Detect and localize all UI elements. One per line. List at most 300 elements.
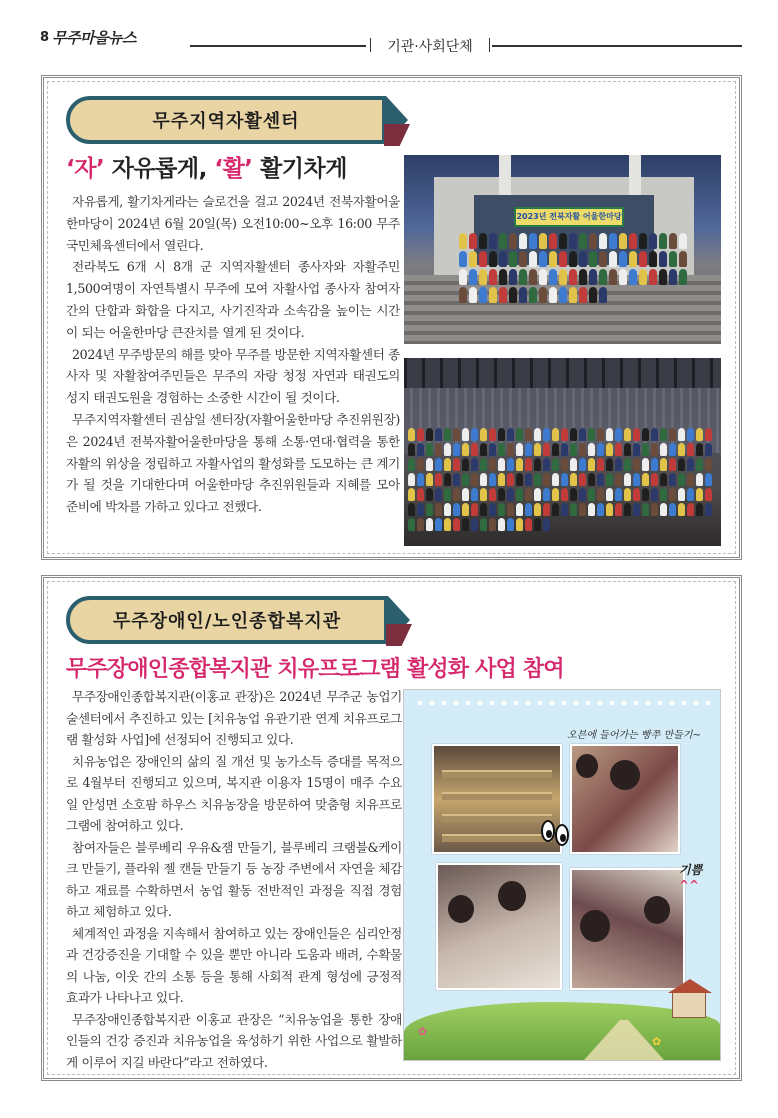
page-number: 8	[40, 30, 50, 45]
crowd-person	[589, 251, 597, 267]
crowd-person	[606, 428, 613, 441]
crowd-person	[426, 518, 433, 531]
article-body	[66, 686, 402, 1073]
crowd-person	[519, 233, 527, 249]
crowd-person	[417, 503, 424, 516]
crowd-person	[629, 233, 637, 249]
crowd-person	[649, 269, 657, 285]
crowd-person	[705, 488, 712, 501]
crowd-person	[570, 488, 577, 501]
crowd-person	[444, 518, 451, 531]
crowd-person	[471, 518, 478, 531]
crowd-person	[552, 458, 559, 471]
crowd-person	[649, 251, 657, 267]
crowd-person	[579, 458, 586, 471]
crowd-person	[588, 443, 595, 456]
crowd-person	[669, 503, 676, 516]
crowd-person	[509, 233, 517, 249]
crowd-person	[516, 428, 523, 441]
crowd-person	[543, 488, 550, 501]
crowd-person	[651, 428, 658, 441]
crowd-person	[462, 443, 469, 456]
crowd-person	[660, 443, 667, 456]
crowd-person	[696, 488, 703, 501]
crowd-person	[705, 458, 712, 471]
crowd-person	[669, 251, 677, 267]
crowd-person	[489, 251, 497, 267]
crowd-person	[489, 503, 496, 516]
crowd-person	[519, 269, 527, 285]
crowd-person	[624, 473, 631, 486]
crowd-person	[480, 503, 487, 516]
crowd-person	[525, 503, 532, 516]
article-headline	[66, 150, 347, 183]
section-title: 기관·사회단체	[370, 36, 490, 56]
joy-word: 기쁨	[679, 863, 703, 877]
crowd-person	[435, 503, 442, 516]
body-paragraph: 전라북도 6개 시 8개 군 지역자활센터 종사자와 자활주민 1,500여명이 자연특별시 무주에 모여 자활사업 종사자 참여자간의 단합과 화합을 다지고, 사기진작과 소속감을 높이는 시간이 되는 어울한마당 큰잔치를 열게 된 것이다.	[66, 259, 400, 340]
crowd-person	[659, 251, 667, 267]
group-photo-gymnasium	[404, 155, 721, 344]
crowd-person	[633, 503, 640, 516]
crowd-person	[507, 458, 514, 471]
crowd-person	[609, 233, 617, 249]
baking-tray	[442, 814, 552, 822]
crowd-person	[479, 251, 487, 267]
crowd-person	[519, 287, 527, 303]
crowd-person	[552, 443, 559, 456]
crowd-person	[606, 473, 613, 486]
baking-tray	[442, 792, 552, 800]
crowd-person	[561, 443, 568, 456]
crowd-person	[633, 473, 640, 486]
mixing-photo	[570, 744, 680, 854]
crowd-person	[687, 458, 694, 471]
crowd-person	[426, 458, 433, 471]
crowd-person	[516, 503, 523, 516]
crowd-person	[570, 428, 577, 441]
crowd-person	[499, 233, 507, 249]
crowd-person	[659, 233, 667, 249]
crowd-person	[639, 251, 647, 267]
crowd-person	[599, 287, 607, 303]
person	[498, 881, 526, 911]
crowd-person	[519, 251, 527, 267]
crowd-person	[444, 503, 451, 516]
crowd-person	[678, 428, 685, 441]
person	[644, 896, 670, 924]
crowd-person	[529, 251, 537, 267]
crowd-person	[471, 473, 478, 486]
crowd-person	[525, 443, 532, 456]
crowd-person	[459, 251, 467, 267]
flower-icon: ✿	[418, 1025, 428, 1038]
crowd-person	[549, 269, 557, 285]
crowd-person	[489, 269, 497, 285]
crowd-person	[539, 233, 547, 249]
house-icon	[672, 992, 706, 1018]
crowd-person	[516, 443, 523, 456]
crowd-person	[619, 269, 627, 285]
crowd-person	[589, 233, 597, 249]
crowd-person	[570, 458, 577, 471]
crowd-person	[417, 458, 424, 471]
crowd-person	[561, 503, 568, 516]
crowd-person	[660, 473, 667, 486]
crowd-person	[426, 488, 433, 501]
crowd-person	[642, 443, 649, 456]
crowd-person	[462, 473, 469, 486]
masthead-logo: 무주마을뉴스	[52, 29, 136, 47]
crowd-person	[509, 251, 517, 267]
crowd-person	[615, 428, 622, 441]
crowd-person	[597, 503, 604, 516]
crowd-person	[453, 503, 460, 516]
crowd-person	[417, 428, 424, 441]
crowd-person	[499, 269, 507, 285]
crowd-person	[552, 428, 559, 441]
crowd-person	[471, 503, 478, 516]
crowd-person	[435, 488, 442, 501]
crowd-person	[408, 458, 415, 471]
crowd-person	[649, 233, 657, 249]
crowd-person	[660, 488, 667, 501]
crowd-person	[569, 251, 577, 267]
crowd-person	[579, 428, 586, 441]
indoor-crowd-photo	[404, 358, 721, 546]
crowd-person	[426, 503, 433, 516]
person	[448, 895, 474, 923]
baking-tray	[442, 770, 552, 778]
crowd-person	[619, 251, 627, 267]
crowd-person	[615, 458, 622, 471]
body-paragraph: 치유농업은 장애인의 삶의 질 개선 및 농가소득 증대를 목적으로 4월부터 진행되고 있으며, 복지관 이용자 15명이 매주 수요일 안성면 소호팜 하우스 치유농장을 방문하여 맞춤형 치유프로그램에 참여하고 있다.	[66, 753, 402, 833]
crowd-person	[669, 443, 676, 456]
org-label: 무주지역자활센터	[66, 96, 386, 144]
crowd-person	[609, 251, 617, 267]
crowd-person	[687, 473, 694, 486]
crowd-person	[606, 443, 613, 456]
crowd-person	[539, 269, 547, 285]
crowd-person	[561, 473, 568, 486]
crowd-person	[561, 458, 568, 471]
person	[576, 754, 598, 778]
crowd-person	[579, 473, 586, 486]
crowd-person	[507, 488, 514, 501]
header-rule-left	[190, 45, 366, 47]
crowd-person	[624, 488, 631, 501]
body-paragraph: 체계적인 과정을 지속해서 참여하고 있는 장애인들은 심리안정과 건강증진을 기대할 수 있을 뿐만 아니라 도움과 배려, 수확물의 나눔, 이웃 간의 소통 등을 통해 사회적 관계 형성에 긍정적 효과가 나타나고 있다.	[66, 925, 402, 1005]
crowd-person	[529, 269, 537, 285]
crowd-person	[642, 488, 649, 501]
crowd-person	[552, 473, 559, 486]
crowd-person	[435, 428, 442, 441]
crowd-person	[462, 488, 469, 501]
crowd-person	[696, 428, 703, 441]
eye	[555, 824, 569, 846]
crowd-person	[469, 287, 477, 303]
crowd-person	[480, 473, 487, 486]
crowd-person	[525, 518, 532, 531]
crowd-person	[696, 458, 703, 471]
crowd-person	[543, 443, 550, 456]
crowd-person	[597, 488, 604, 501]
crowd-person	[499, 287, 507, 303]
crowd-person	[489, 518, 496, 531]
crowd-person	[599, 251, 607, 267]
crowd-person	[459, 233, 467, 249]
crowd-person	[633, 488, 640, 501]
crowd-person	[444, 428, 451, 441]
crowd-person	[633, 443, 640, 456]
crowd-person	[589, 287, 597, 303]
crowd-person	[559, 233, 567, 249]
event-banner: 2023년 전북자활 어울한마당	[514, 207, 624, 227]
org-label: 무주장애인/노인종합복지관	[66, 596, 388, 644]
headline-part: 활기차게	[252, 156, 347, 182]
crowd-person	[498, 473, 505, 486]
crowd-person	[525, 488, 532, 501]
crowd-person	[606, 488, 613, 501]
crowd-person	[525, 473, 532, 486]
crowd-person	[588, 488, 595, 501]
crowd-person	[489, 233, 497, 249]
crowd-person	[471, 443, 478, 456]
person	[580, 910, 610, 942]
crowd-person	[462, 428, 469, 441]
crowd-person	[435, 458, 442, 471]
crowd-person	[417, 488, 424, 501]
crowd-person	[534, 503, 541, 516]
crowd-person	[435, 518, 442, 531]
article-self-support-center	[41, 75, 742, 560]
crowd-person	[453, 473, 460, 486]
crowd-person	[453, 443, 460, 456]
crowd-person	[529, 287, 537, 303]
crowd-person	[498, 503, 505, 516]
crowd-person	[579, 488, 586, 501]
crowd-person	[516, 488, 523, 501]
crowd-person	[435, 473, 442, 486]
crowd-person	[597, 473, 604, 486]
crowd-person	[549, 251, 557, 267]
crowd-person	[588, 503, 595, 516]
crowd-person	[552, 503, 559, 516]
crowd-person	[624, 503, 631, 516]
crowd-person	[489, 458, 496, 471]
eye	[541, 820, 555, 842]
crowd-person	[669, 488, 676, 501]
crowd-person	[489, 443, 496, 456]
article-welfare-center	[41, 575, 742, 1081]
crowd-person	[480, 428, 487, 441]
crowd-person	[609, 269, 617, 285]
crowd-person	[597, 428, 604, 441]
crowd-person	[453, 458, 460, 471]
crowd-person	[606, 503, 613, 516]
crowd-person	[534, 488, 541, 501]
page-header	[40, 24, 742, 54]
crowd-person	[459, 269, 467, 285]
crowd-person	[529, 233, 537, 249]
crowd-person	[543, 518, 550, 531]
crowd-person	[459, 287, 467, 303]
crowd-person	[559, 269, 567, 285]
crowd-person	[589, 269, 597, 285]
crowd-person	[705, 428, 712, 441]
crowd-person	[480, 518, 487, 531]
crowd-person	[615, 473, 622, 486]
crowd-person	[444, 458, 451, 471]
crowd-person	[408, 443, 415, 456]
crowd-person	[651, 503, 658, 516]
crowd-person	[543, 428, 550, 441]
crowd-person	[633, 428, 640, 441]
crowd-person	[516, 518, 523, 531]
crowd-person	[669, 233, 677, 249]
crowd-person	[633, 458, 640, 471]
crowd-person	[479, 269, 487, 285]
headline-quote-ja: ‘자’	[66, 156, 105, 182]
crowd-person	[624, 443, 631, 456]
crowd-person	[552, 488, 559, 501]
crowd-person	[669, 473, 676, 486]
article-body	[66, 191, 400, 518]
crowd-person	[408, 428, 415, 441]
crowd-person	[408, 473, 415, 486]
crowd-person	[629, 251, 637, 267]
crowd-person	[696, 473, 703, 486]
article-headline: 무주장애인종합복지관 치유프로그램 활성화 사업 참여	[66, 657, 564, 682]
dotted-border	[414, 698, 712, 708]
crowd-person	[525, 428, 532, 441]
crowd-person	[660, 428, 667, 441]
crowd-person	[669, 458, 676, 471]
crowd-person	[687, 428, 694, 441]
crowd-person	[615, 443, 622, 456]
crowd-person	[534, 473, 541, 486]
crowd-person	[615, 503, 622, 516]
crowd-person	[480, 458, 487, 471]
crowd-person	[516, 473, 523, 486]
crowd-person	[444, 473, 451, 486]
crowd-person	[453, 518, 460, 531]
crowd-person	[561, 428, 568, 441]
dough-photo	[436, 863, 562, 990]
crowd-person	[639, 269, 647, 285]
crowd-person	[507, 473, 514, 486]
crowd-person	[516, 458, 523, 471]
crowd-person	[507, 443, 514, 456]
crowd-person	[469, 233, 477, 249]
crowd-person	[444, 443, 451, 456]
crowd-person	[498, 428, 505, 441]
collage-caption: 오븐에 들어가는 빵쭈 만들기~	[567, 730, 701, 741]
person	[610, 760, 640, 790]
body-paragraph: 자유롭게, 활기차게라는 슬로건을 걸고 2024년 전북자활어울한마당이 2024년 6월 20일(목) 오전10:00~오후 16:00 무주국민체육센터에서 열린다.	[66, 194, 400, 253]
crowd-person	[498, 518, 505, 531]
crowd-person	[453, 428, 460, 441]
headline-part: 자유롭게,	[104, 156, 215, 182]
crowd-person	[499, 251, 507, 267]
crowd-person	[615, 488, 622, 501]
crowd-person	[471, 458, 478, 471]
flower-icon: ✿	[652, 1035, 662, 1048]
crowd-person	[525, 458, 532, 471]
crowd-person	[660, 503, 667, 516]
crowd-person	[678, 473, 685, 486]
crowd-person	[539, 251, 547, 267]
crowd-person	[679, 251, 687, 267]
crowd-person	[687, 443, 694, 456]
body-paragraph: 참여자들은 블루베리 우유&잼 만들기, 블루베리 크램블&케이크 만들기, 플라워 젤 캔들 만들기 등 농장 주변에서 자연을 체감하고 재료를 수확하면서 농업 활동 전반적인 과정을 직접 경험하고 체험하고 있다.	[66, 839, 402, 919]
crowd-person	[469, 251, 477, 267]
crowd-person	[599, 233, 607, 249]
crowd-person	[543, 503, 550, 516]
crowd-person	[696, 443, 703, 456]
crowd-person	[569, 269, 577, 285]
crowd-person	[498, 458, 505, 471]
crowd-person	[679, 233, 687, 249]
crowd-person	[570, 443, 577, 456]
crowd-person	[426, 443, 433, 456]
crowd-person	[534, 518, 541, 531]
crowd-person	[696, 503, 703, 516]
body-paragraph: 무주장애인종합복지관 이홍교 관장은 “치유농업을 통한 장애인들의 건강 증진과 치유농업을 육성하기 위한 사업으로 활발하게 이루어 지길 바란다”라고 전하였다.	[66, 1011, 402, 1070]
crowd-person	[678, 488, 685, 501]
crowd-person	[539, 287, 547, 303]
crowd-person	[669, 269, 677, 285]
crowd-person	[642, 473, 649, 486]
crowd-person	[597, 443, 604, 456]
crowd-person	[569, 233, 577, 249]
crowd-person	[660, 458, 667, 471]
crowd-person	[651, 488, 658, 501]
crowd-person	[569, 287, 577, 303]
body-paragraph: 2024년 무주방문의 해를 맞아 무주를 방문한 지역자활센터 종사자 및 자활참여주민들은 무주의 자랑 청정 자연과 태권도의 성지 태권도원을 경험하는 소중한 시간이 될 것이다.	[66, 346, 400, 406]
crowd-person	[462, 518, 469, 531]
crowd-person	[579, 503, 586, 516]
crowd-person	[678, 458, 685, 471]
crowd-person	[678, 503, 685, 516]
crowd-person	[417, 473, 424, 486]
crowd-person	[507, 518, 514, 531]
crowd-person	[624, 458, 631, 471]
headline-quote-hwal: ‘활’	[214, 156, 253, 182]
crowd	[408, 428, 718, 531]
crowd-person	[549, 233, 557, 249]
crowd-person	[462, 458, 469, 471]
crowd-person	[629, 269, 637, 285]
crowd-person	[599, 269, 607, 285]
crowd-person	[534, 458, 541, 471]
crowd-person	[435, 443, 442, 456]
crowd-person	[597, 458, 604, 471]
crowd-person	[561, 488, 568, 501]
crowd-person	[408, 518, 415, 531]
crowd-person	[687, 488, 694, 501]
crowd-person	[687, 503, 694, 516]
crowd-person	[444, 488, 451, 501]
crowd-person	[453, 488, 460, 501]
crowd-person	[480, 488, 487, 501]
crowd-person	[705, 503, 712, 516]
crowd-person	[651, 443, 658, 456]
crowd-person	[659, 269, 667, 285]
crowd-person	[462, 503, 469, 516]
crowd-person	[549, 287, 557, 303]
joy-text	[679, 861, 720, 892]
